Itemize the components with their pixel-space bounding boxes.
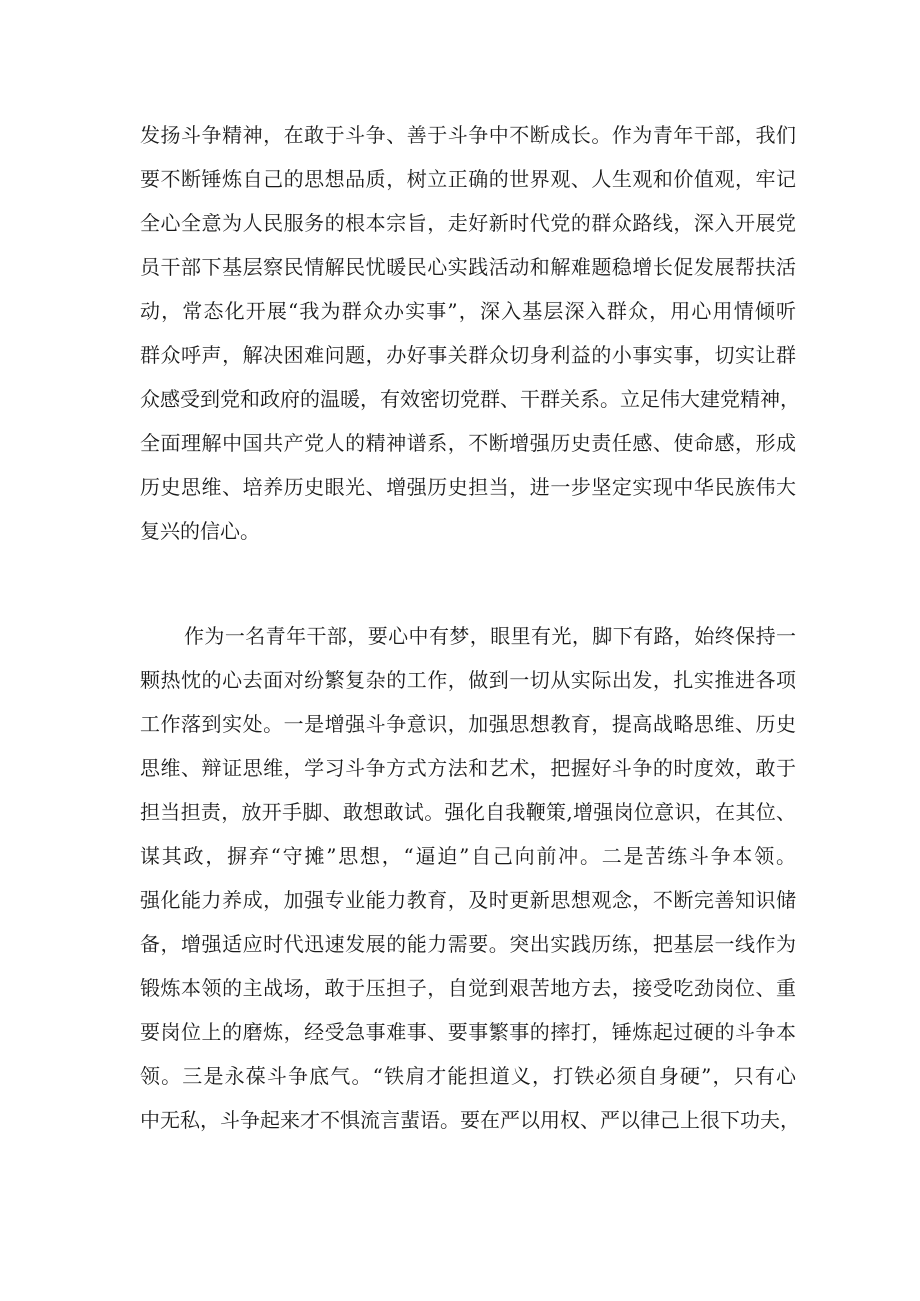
text-line: 强化能力养成，加强专业能力教育，及时更新思想观念，不断完善知识储 [140,888,796,912]
text-line: 锻炼本领的主战场，敢于压担子，自觉到艰苦地方去，接受吃劲岗位、重 [140,976,796,1000]
text-line: 颗热忱的心去面对纷繁复杂的工作，做到一切从实际出发，扎实推进各项 [140,668,796,692]
text-line: 备，增强适应时代迅速发展的能力需要。突出实践历练，把基层一线作为 [140,932,796,956]
text-line: 动，常态化开展“我为群众办实事”，深入基层深入群众，用心用情倾听 [140,299,796,323]
text-line: 员干部下基层察民情解民忧暖民心实践活动和解难题稳增长促发展帮扶活 [140,255,796,279]
text-line: 复兴的信心。 [140,519,260,543]
text-line: 领。三是永葆斗争底气。“铁肩才能担道义，打铁必须自身硬”，只有心 [140,1064,796,1088]
text-line: 中无私，斗争起来才不惧流言蜚语。要在严以用权、严以律己上很下功夫， [140,1108,800,1132]
text-line: 全面理解中国共产党人的精神谱系，不断增强历史责任感、使命感，形成 [140,431,796,455]
text-line: 思维、辩证思维，学习斗争方式方法和艺术，把握好斗争的时度效，敢于 [140,756,796,780]
text-line: 作为一名青年干部，要心中有梦，眼里有光，脚下有路，始终保持一 [184,624,796,648]
text-line: 群众呼声，解决困难问题，办好事关群众切身利益的小事实事，切实让群 [140,343,796,367]
text-line: 要岗位上的磨炼，经受急事难事、要事繁事的摔打，锤炼起过硬的斗争本 [140,1020,796,1044]
text-line: 担当担责，放开手脚、敢想敢试。强化自我鞭策,增强岗位意识，在其位、 [140,800,796,824]
text-line: 谋其政，摒弃“守摊”思想，“逼迫”自己向前冲。二是苦练斗争本领。 [140,844,796,868]
text-line: 众感受到党和政府的温暖，有效密切党群、干群关系。立足伟大建党精神， [140,387,800,411]
text-line: 工作落到实处。一是增强斗争意识，加强思想教育，提高战略思维、历史 [140,712,796,736]
text-line: 要不断锤炼自己的思想品质，树立正确的世界观、人生观和价值观，牢记 [140,167,796,191]
text-line: 历史思维、培养历史眼光、增强历史担当，进一步坚定实现中华民族伟大 [140,475,796,499]
text-line: 全心全意为人民服务的根本宗旨，走好新时代党的群众路线，深入开展党 [140,211,796,235]
text-line: 发扬斗争精神，在敢于斗争、善于斗争中不断成长。作为青年干部，我们 [140,123,796,147]
